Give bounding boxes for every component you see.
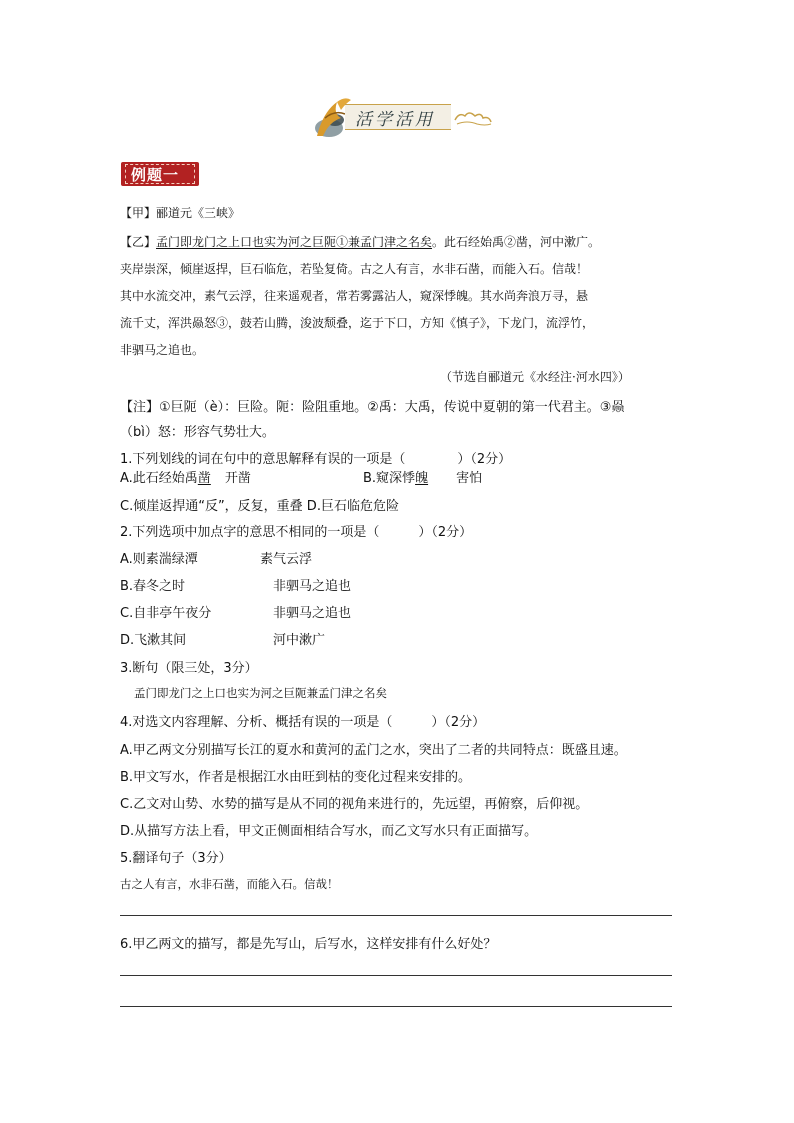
q2-b-left: B.春冬之时	[120, 579, 186, 594]
passage-line-3: 其中水流交冲，素气云浮，往来遥观者，常若雾露沾人，窥深悸魄。其水尚奔浪万寻，悬	[120, 289, 589, 303]
q4-option-c: C.乙文对山势、水势的描写是从不同的视角来进行的，先远望，再俯察，后仰视。	[120, 797, 589, 812]
passage-yi-prefix: 【乙】	[120, 235, 157, 249]
passage-line-2: 夹岸崇深，倾崖返捍，巨石临危，若坠复倚。古之人有言，水非石凿，而能入石。信哉！	[120, 262, 589, 276]
q1-a-meaning: 开凿	[224, 471, 251, 486]
q2-c-left: C.自非亭午夜分	[120, 606, 212, 621]
q1-b-prefix: B.窥深悸	[363, 471, 416, 486]
example-label-text: 例题一	[131, 166, 180, 184]
q2-a-right: 素气云浮	[260, 552, 313, 567]
q2-c-right: 非驷马之追也	[273, 606, 352, 621]
q2-d-right: 河中漱广	[273, 633, 326, 648]
q4-option-b: B.甲文写水，作者是根据江水由旺到枯的变化过程来安排的。	[120, 770, 472, 785]
q1-stem: 1.下列划线的词在句中的意思解释有误的一项是（ ）（2分）	[120, 452, 512, 467]
q1-option-b	[363, 467, 482, 486]
q2-a-left: A.则素湍绿潭	[120, 552, 198, 567]
q5-stem: 5.翻译句子（3分）	[120, 851, 232, 866]
header-banner	[305, 92, 495, 142]
q6-answer-line-2[interactable]	[120, 1006, 672, 1007]
q1-b-meaning: 害怕	[456, 471, 483, 486]
q1-option-cd: C.倾崖返捍通“反”，反复，重叠 D.巨石临危危险	[120, 499, 399, 514]
q6-stem: 6.甲乙两文的描写，都是先写山，后写水，这样安排有什么好处？	[120, 937, 497, 952]
notes-line-2: （bì）怒：形容气势壮大。	[120, 425, 275, 440]
q1-b-word: 魄	[415, 471, 429, 486]
q5-text: 古之人有言，水非石凿，而能入石。信哉！	[120, 877, 339, 891]
q1-a-prefix: A.此石经始禹	[120, 471, 198, 486]
q2-b-right: 非驷马之追也	[273, 579, 352, 594]
q4-stem: 4.对选文内容理解、分析、概括有误的一项是（ ）（2分）	[120, 715, 486, 730]
passage-line-4: 流千丈，浑洪赑怒③，鼓若山腾，浚波颓叠，迄于下口，方知《慎子》，下龙门，流浮竹，	[120, 316, 595, 330]
q1-a-word: 凿	[197, 471, 211, 486]
q2-d-left: D.飞漱其间	[120, 633, 187, 648]
passage-jia-title: 【甲】郦道元《三峡》	[120, 206, 241, 220]
passage-source: （节选自郦道元《水经注·河水四》）	[440, 370, 630, 384]
passage-line-5: 非驷马之追也。	[120, 343, 205, 357]
example-label	[121, 162, 199, 186]
passage-yi-line1	[120, 233, 600, 250]
q6-answer-line-1[interactable]	[120, 975, 672, 976]
passage-yi-underlined: 孟门即龙门之上口也实为河之巨阨①兼孟门津之名矣	[156, 235, 433, 249]
notes-line-1: 【注】①巨阨（è）：巨险。阨：险阻重地。②禹：大禹，传说中夏朝的第一代君主。③赑	[120, 400, 625, 415]
q1-option-a	[120, 467, 251, 486]
cloud-ornament-icon	[453, 108, 493, 128]
q3-stem: 3.断句（限三处，3分）	[120, 661, 258, 676]
q4-option-a: A.甲乙两文分别描写长江的夏水和黄河的孟门之水，突出了二者的共同特点：既盛且速。	[120, 743, 627, 758]
banner-title: 活学活用	[355, 110, 435, 130]
q2-stem: 2.下列选项中加点字的意思不相同的一项是（ ）（2分）	[120, 525, 473, 540]
passage-yi-rest: 。此石经始禹②凿，河中漱广。	[432, 235, 601, 249]
q3-text: 孟门即龙门之上口也实为河之巨阨兼孟门津之名矣	[134, 686, 387, 700]
q5-answer-line[interactable]	[120, 915, 672, 916]
q4-option-d: D.从描写方法上看，甲文正侧面相结合写水，而乙文写水只有正面描写。	[120, 824, 538, 839]
